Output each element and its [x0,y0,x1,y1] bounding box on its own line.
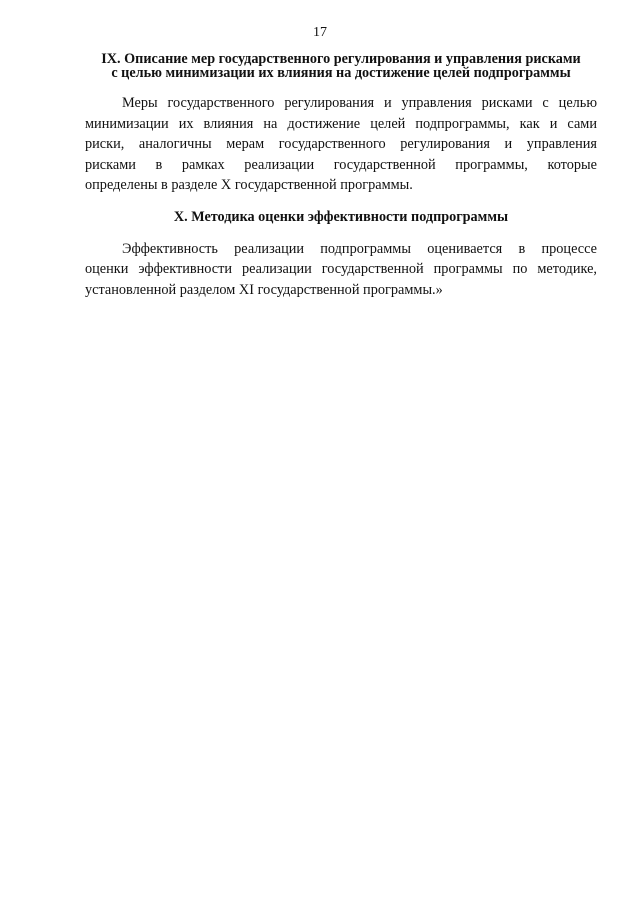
section-10-heading [85,210,597,224]
section-9-paragraph [85,93,597,196]
section-9-heading-line: IX. Описание мер государственного регулирования и управления рисками [101,51,581,67]
paragraph-line: Эффективность реализации подпрограммы оценивается в процессе [122,240,597,257]
page-number: 17 [313,25,327,40]
paragraph-line: риски, аналогичны мерам государственного регулирования и управления [85,136,597,152]
paragraph-line: установленной разделом XI государственной программы.» [85,281,443,298]
section-9-heading [85,52,597,80]
section-10-heading-line: X. Методика оценки эффективности подпрограммы [173,208,509,225]
section-10-paragraph [85,239,597,301]
paragraph-line: оценки эффективности реализации государственной программы по методике, [85,261,597,277]
section-9-heading-line: с целью минимизации их влияния на достижение целей подпрограммы [111,65,571,81]
paragraph-line: Меры государственного регулирования и управления рисками с целью [122,95,597,111]
paragraph-line: минимизации их влияния на достижение целей подпрограммы, как и сами [85,115,597,132]
paragraph-line: рисками в рамках реализации государственной программы, которые [85,156,597,173]
paragraph-line: определены в разделе X государственной программы. [85,177,413,193]
document-body [85,52,597,300]
